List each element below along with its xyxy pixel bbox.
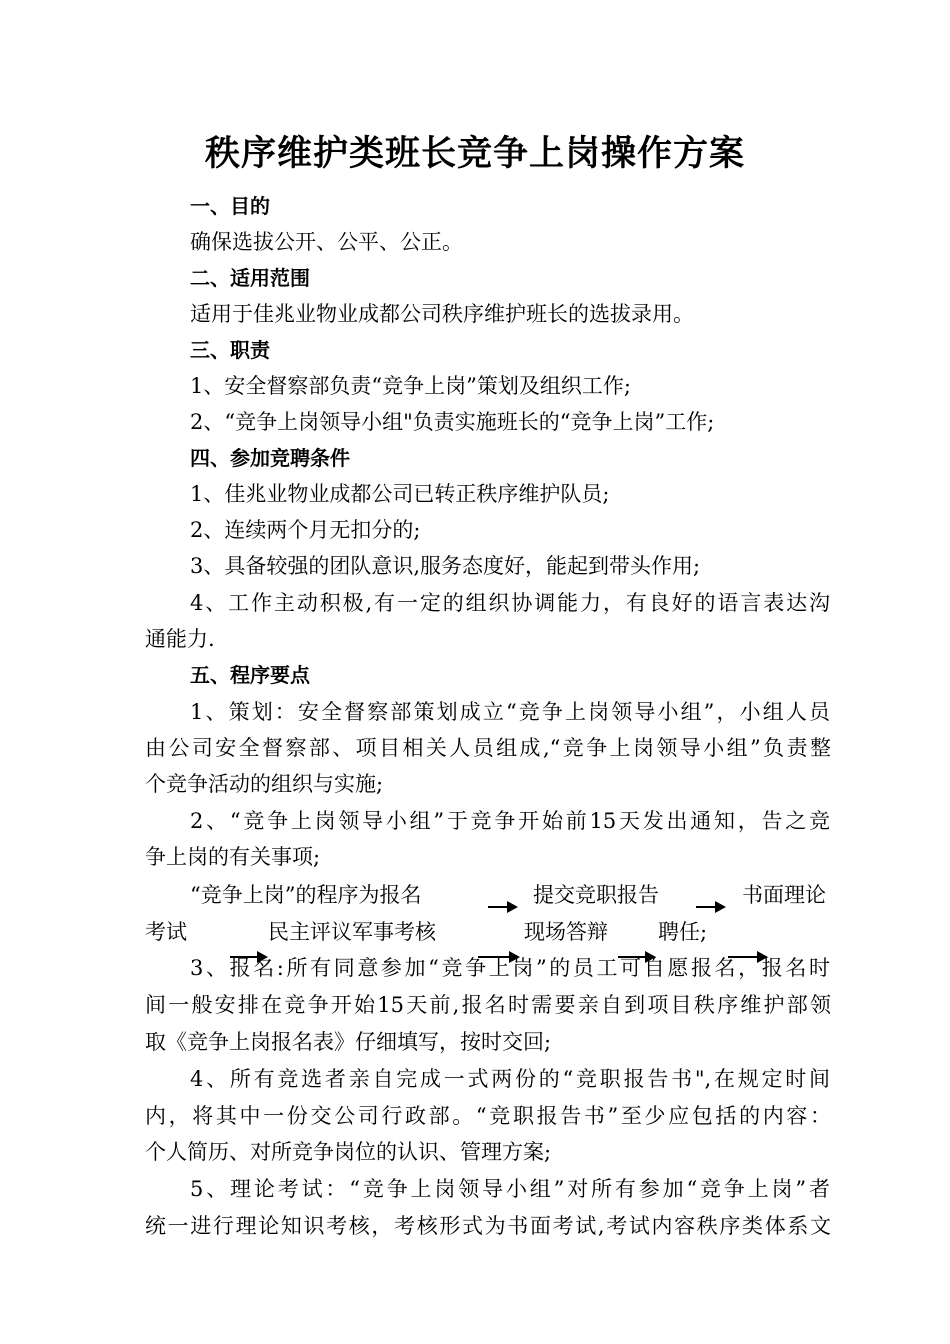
list-item: 1、佳兆业物业成都公司已转正秩序维护队员; (190, 482, 610, 506)
section-heading-procedure: 五、程序要点 (190, 663, 310, 687)
paragraph: 确保选拔公开、公平、公正。 (190, 230, 463, 254)
paragraph-line: 1、策划：安全督察部策划成立“竞争上岗领导小组”，小组人员 (190, 700, 830, 724)
flow-step: 书面理论 (742, 883, 826, 907)
paragraph-line: 3、报名:所有同意参加“竞争上岗”的员工可自愿报名，报名时 (190, 956, 830, 980)
list-item: 1、安全督察部负责“竞争上岗”策划及组织工作; (190, 374, 631, 398)
flow-step: 提交竞职报告 (533, 883, 659, 907)
list-item: 3、具备较强的团队意识,服务态度好，能起到带头作用; (190, 554, 701, 578)
paragraph-line: 由公司安全督察部、项目相关人员组成,“竞争上岗领导小组”负责整 (145, 736, 831, 760)
paragraph-line: 统一进行理论知识考核，考核形式为书面考试,考试内容秩序类体系文 (145, 1214, 831, 1238)
flow-arrow-icon (696, 906, 724, 908)
flow-step: 考试 (145, 920, 187, 944)
flow-arrow-icon (488, 906, 516, 908)
flow-step: 现场答辩 (524, 920, 608, 944)
paragraph-line: 个人简历、对所竞争岗位的认识、管理方案; (145, 1140, 552, 1164)
list-item: 2、“竞争上岗领导小组"负责实施班长的“竞争上岗”工作; (190, 410, 715, 434)
paragraph-line: 争上岗的有关事项; (145, 845, 321, 869)
paragraph-line: 内，将其中一份交公司行政部。“竞职报告书”至少应包括的内容： (145, 1104, 831, 1128)
paragraph: 适用于佳兆业物业成都公司秩序维护班长的选拔录用。 (190, 302, 694, 326)
paragraph-line: 2、“竞争上岗领导小组”于竞争开始前15天发出通知，告之竞 (190, 809, 830, 833)
section-heading-duties: 三、职责 (190, 338, 270, 362)
flow-step: 民主评议军事考核 (268, 920, 436, 944)
list-item-continuation: 通能力. (145, 627, 215, 651)
list-item: 4、工作主动积极,有一定的组织协调能力，有良好的语言表达沟 (190, 591, 830, 615)
section-heading-conditions: 四、参加竞聘条件 (190, 446, 350, 470)
paragraph-line: 4、所有竞选者亲自完成一式两份的“竞职报告书",在规定时间 (190, 1067, 830, 1091)
paragraph-line: 间一般安排在竞争开始15天前,报名时需要亲自到项目秩序维护部领 (145, 993, 831, 1017)
section-heading-scope: 二、适用范围 (190, 266, 310, 290)
paragraph-line: 5、理论考试：“竞争上岗领导小组”对所有参加“竞争上岗”者 (190, 1177, 830, 1201)
paragraph-line: 个竞争活动的组织与实施; (145, 772, 384, 796)
paragraph-line: 取《竞争上岗报名表》仔细填写，按时交回; (145, 1030, 552, 1054)
flow-intro: “竞争上岗”的程序为报名 (190, 883, 422, 907)
section-heading-purpose: 一、目的 (190, 194, 270, 218)
document-title: 秩序维护类班长竞争上岗操作方案 (204, 133, 745, 174)
flow-step: 聘任; (658, 920, 708, 944)
list-item: 2、连续两个月无扣分的; (190, 518, 421, 542)
